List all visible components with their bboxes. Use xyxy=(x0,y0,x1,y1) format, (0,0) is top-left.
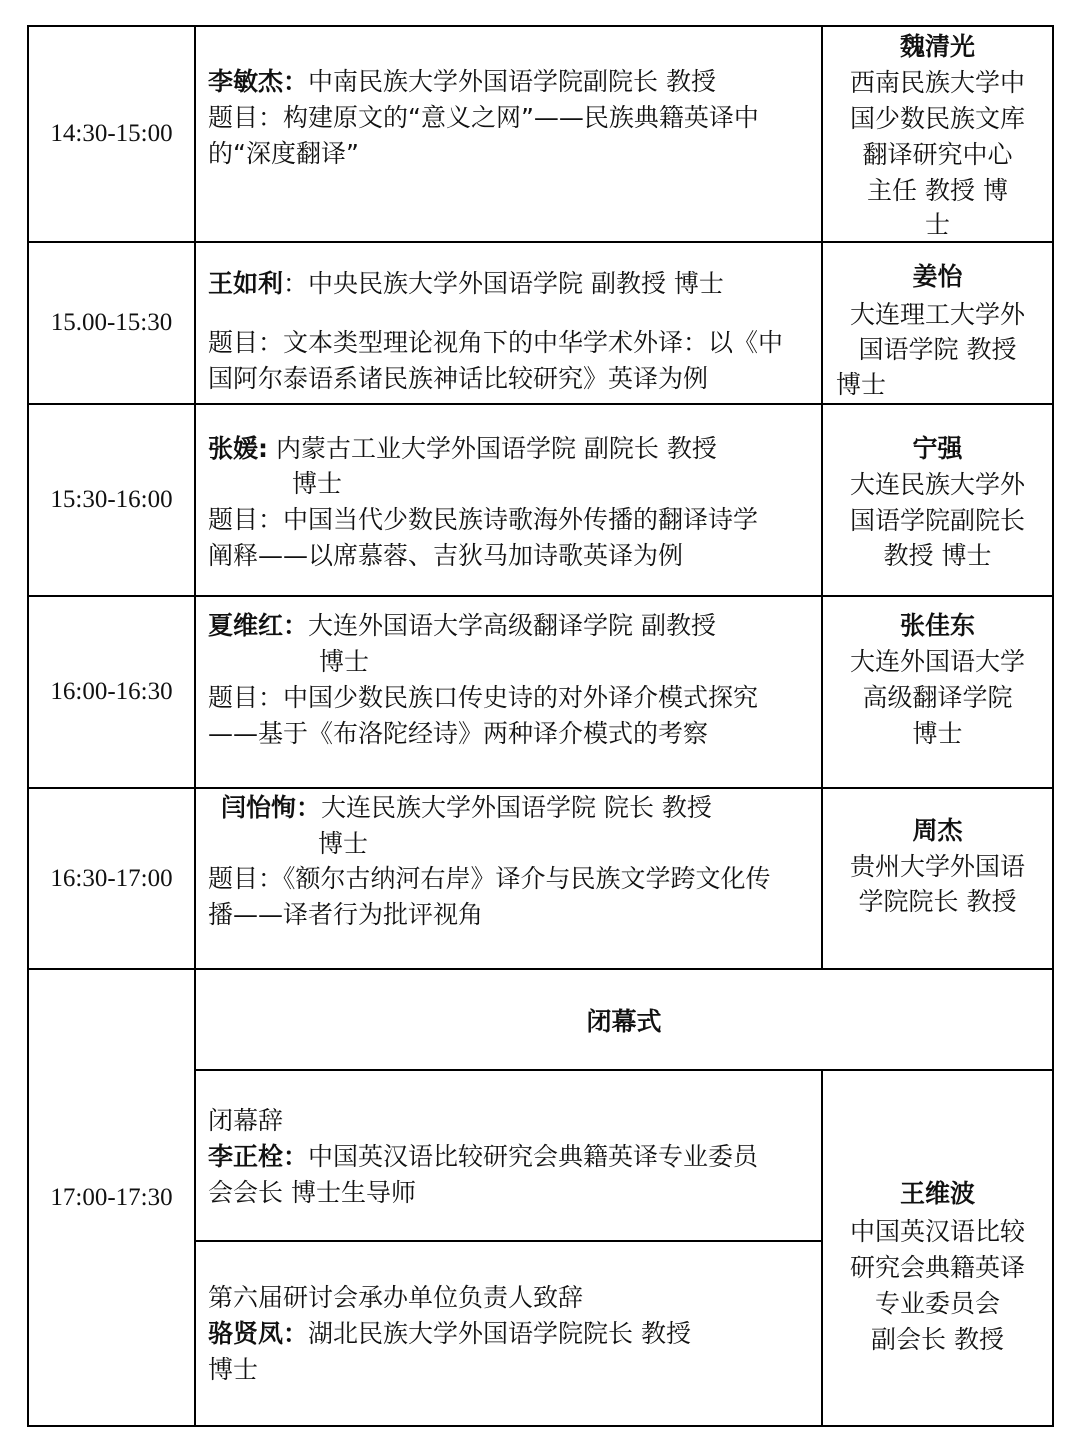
time-text: 16:30-17:00 xyxy=(50,864,173,892)
speaker-name: 王如利 xyxy=(208,269,284,298)
host-line: 主任 教授 博 xyxy=(867,176,1008,205)
host-cell xyxy=(823,789,1052,968)
topic-line: 的“深度翻译” xyxy=(208,139,359,168)
time-text: 16:00-16:30 xyxy=(50,678,173,705)
speaker-name: 骆贤凤： xyxy=(208,1319,309,1348)
time-text: 15.00-15:30 xyxy=(50,309,173,336)
speaker-name: 李正栓： xyxy=(208,1142,309,1171)
time-cell xyxy=(29,789,194,968)
host-line: 博士 xyxy=(836,370,887,399)
speaker-title-cont: 博士 xyxy=(292,469,343,498)
time-cell xyxy=(29,243,194,403)
host-line: 教授 博士 xyxy=(883,541,992,570)
host-cell xyxy=(823,243,1052,403)
speaker-title: 中国英汉语比较研究会典籍英译专业委员 xyxy=(308,1142,759,1171)
speaker-name: 张媛: xyxy=(208,434,268,463)
table-border-right xyxy=(1052,25,1054,1427)
host-line: 副会长 教授 xyxy=(871,1325,1004,1354)
time-text: 14:30-15:00 xyxy=(50,120,173,147)
host-line: 高级翻译学院 xyxy=(862,683,1013,712)
host-line: 士 xyxy=(924,210,950,239)
topic-line: ——基于《布洛陀经诗》两种译介模式的考察 xyxy=(208,719,709,748)
speaker-title: ：中央民族大学外国语学院 副教授 博士 xyxy=(283,269,724,298)
host-line: 国少数民族文库 xyxy=(849,104,1025,133)
speaker-title: 湖北民族大学外国语学院院长 教授 xyxy=(308,1319,691,1348)
talk-cell xyxy=(208,789,820,968)
talk-cell xyxy=(208,405,820,595)
topic-line: 题目：《额尔古纳河右岸》译介与民族文学跨文化传 xyxy=(208,864,771,893)
host-cell xyxy=(823,1071,1052,1425)
host-cell xyxy=(823,27,1052,241)
talk-cell xyxy=(208,243,820,403)
time-text: 15:30-16:00 xyxy=(50,486,173,513)
speaker-title-cont: 会会长 博士生导师 xyxy=(208,1178,416,1207)
host-name: 周杰 xyxy=(912,816,963,845)
host-line: 西南民族大学中 xyxy=(849,68,1025,97)
host-name: 王维波 xyxy=(899,1179,975,1208)
time-cell xyxy=(29,27,194,241)
host-line: 学院院长 教授 xyxy=(858,887,1017,916)
time-column-divider xyxy=(194,25,196,1427)
talk-cell xyxy=(208,27,820,241)
closing-part-heading: 第六届研讨会承办单位负责人致辞 xyxy=(208,1283,584,1312)
host-name: 姜怡 xyxy=(912,262,963,291)
speaker-title: 大连民族大学外国语学院 院长 教授 xyxy=(321,793,712,822)
speaker-name: 闫怡恂： xyxy=(221,793,322,822)
host-line: 研究会典籍英译 xyxy=(849,1253,1025,1282)
topic-line: 题目：中国当代少数民族诗歌海外传播的翻译诗学 xyxy=(208,505,759,534)
speaker-title: 中南民族大学外国语学院副院长 教授 xyxy=(308,67,716,96)
host-line: 贵州大学外国语 xyxy=(849,852,1025,881)
time-text: 17:00-17:30 xyxy=(50,1183,173,1211)
closing-part-cell xyxy=(208,1242,820,1425)
time-cell xyxy=(29,597,194,787)
host-line: 大连民族大学外 xyxy=(849,470,1025,499)
closing-title-text: 闭幕式 xyxy=(586,1006,662,1036)
topic-line: 题目：构建原文的“意义之网”——民族典籍英译中 xyxy=(208,103,759,132)
host-line: 国语学院副院长 xyxy=(849,506,1025,535)
topic-line: 题目：文本类型理论视角下的中华学术外译：以《中 xyxy=(208,328,784,357)
speaker-title-cont: 博士 xyxy=(208,1355,259,1384)
host-cell xyxy=(823,405,1052,595)
topic-line: 国阿尔泰语系诸民族神话比较研究》英译为例 xyxy=(208,364,709,393)
topic-line: 题目：中国少数民族口传史诗的对外译介模式探究 xyxy=(208,683,759,712)
host-name: 宁强 xyxy=(912,434,963,463)
speaker-name: 夏维红： xyxy=(208,611,309,640)
speaker-title: 大连外国语大学高级翻译学院 副教授 xyxy=(308,611,716,640)
time-cell xyxy=(29,405,194,595)
closing-part-cell xyxy=(208,1071,820,1240)
table-border-bottom xyxy=(27,1425,1054,1427)
topic-line: 播——译者行为批评视角 xyxy=(208,900,484,929)
host-name: 张佳东 xyxy=(899,611,975,640)
host-line: 大连外国语大学 xyxy=(849,647,1025,676)
speaker-title: 内蒙古工业大学外国语学院 副院长 教授 xyxy=(268,434,717,463)
host-line: 博士 xyxy=(912,719,963,748)
host-name: 魏清光 xyxy=(899,32,975,61)
host-line: 中国英汉语比较 xyxy=(849,1217,1025,1246)
host-line: 国语学院 教授 xyxy=(858,335,1017,364)
talk-cell xyxy=(208,597,820,787)
speaker-title-cont: 博士 xyxy=(318,829,369,858)
closing-part-heading: 闭幕辞 xyxy=(208,1106,284,1135)
host-line: 专业委员会 xyxy=(874,1289,1000,1318)
speaker-name: 李敏杰： xyxy=(208,67,309,96)
host-line: 翻译研究中心 xyxy=(862,140,1013,169)
time-cell xyxy=(29,970,194,1425)
host-line: 大连理工大学外 xyxy=(849,300,1025,329)
closing-title xyxy=(196,970,1052,1069)
host-cell xyxy=(823,597,1052,787)
topic-line: 阐释——以席慕蓉、吉狄马加诗歌英译为例 xyxy=(208,541,684,570)
speaker-title-cont: 博士 xyxy=(319,647,370,676)
